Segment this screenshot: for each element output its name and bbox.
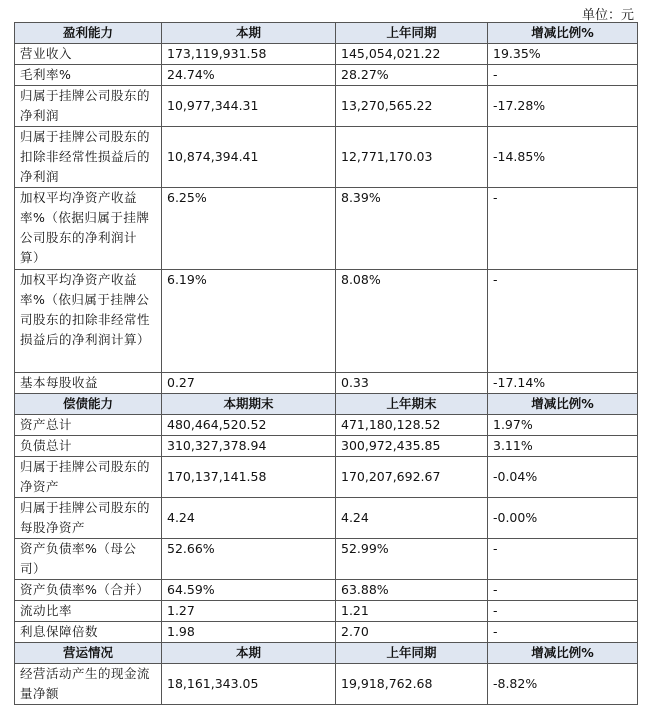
row-label: 加权平均净资产收益率%（依归属于挂牌公司股东的扣除非经常性损益后的净利润计算） xyxy=(15,270,162,373)
current-value: 18,161,343.05 xyxy=(162,664,336,705)
table-row xyxy=(15,436,638,457)
current-value: 1.98 xyxy=(162,622,336,643)
row-label: 资产负债率%（母公司） xyxy=(15,539,162,580)
prior-value: 28.27% xyxy=(336,65,488,86)
header-cell: 本期 xyxy=(162,643,336,664)
current-value: 52.66% xyxy=(162,539,336,580)
current-value: 173,119,931.58 xyxy=(162,44,336,65)
current-value: 1.27 xyxy=(162,601,336,622)
table-row xyxy=(15,415,638,436)
change-value: -0.04% xyxy=(488,457,638,498)
table-row xyxy=(15,498,638,539)
current-value: 64.59% xyxy=(162,580,336,601)
prior-value: 2.70 xyxy=(336,622,488,643)
prior-value: 471,180,128.52 xyxy=(336,415,488,436)
table-row xyxy=(15,622,638,643)
prior-value: 52.99% xyxy=(336,539,488,580)
row-label: 流动比率 xyxy=(15,601,162,622)
row-label: 营业收入 xyxy=(15,44,162,65)
row-label: 资产负债率%（合并） xyxy=(15,580,162,601)
current-value: 24.74% xyxy=(162,65,336,86)
header-cell: 上年同期 xyxy=(336,23,488,44)
header-cell: 增减比例% xyxy=(488,23,638,44)
change-value: - xyxy=(488,270,638,373)
table-row xyxy=(15,188,638,270)
operations-header-row xyxy=(15,643,638,664)
table-row xyxy=(15,664,638,705)
row-label: 基本每股收益 xyxy=(15,373,162,394)
financial-indicators-table xyxy=(14,22,638,705)
prior-value: 13,270,565.22 xyxy=(336,86,488,127)
prior-value: 19,918,762.68 xyxy=(336,664,488,705)
prior-value: 12,771,170.03 xyxy=(336,127,488,188)
header-cell: 本期 xyxy=(162,23,336,44)
table-row xyxy=(15,539,638,580)
change-value: -17.28% xyxy=(488,86,638,127)
solvency-header-row xyxy=(15,394,638,415)
table-row xyxy=(15,127,638,188)
change-value: 19.35% xyxy=(488,44,638,65)
header-cell: 增减比例% xyxy=(488,643,638,664)
table-row xyxy=(15,373,638,394)
row-label: 加权平均净资产收益率%（依据归属于挂牌公司股东的净利润计算） xyxy=(15,188,162,270)
header-cell: 营运情况 xyxy=(15,643,162,664)
prior-value: 4.24 xyxy=(336,498,488,539)
change-value: 3.11% xyxy=(488,436,638,457)
table-row xyxy=(15,270,638,373)
current-value: 170,137,141.58 xyxy=(162,457,336,498)
row-label: 经营活动产生的现金流量净额 xyxy=(15,664,162,705)
row-label: 利息保障倍数 xyxy=(15,622,162,643)
change-value: -14.85% xyxy=(488,127,638,188)
change-value: -17.14% xyxy=(488,373,638,394)
row-label: 归属于挂牌公司股东的净资产 xyxy=(15,457,162,498)
prior-value: 300,972,435.85 xyxy=(336,436,488,457)
change-value: -0.00% xyxy=(488,498,638,539)
header-cell: 增减比例% xyxy=(488,394,638,415)
prior-value: 8.08% xyxy=(336,270,488,373)
table-row xyxy=(15,580,638,601)
row-label: 毛利率% xyxy=(15,65,162,86)
table-row xyxy=(15,86,638,127)
change-value: - xyxy=(488,601,638,622)
table-row xyxy=(15,457,638,498)
header-cell: 偿债能力 xyxy=(15,394,162,415)
header-cell: 本期期末 xyxy=(162,394,336,415)
current-value: 480,464,520.52 xyxy=(162,415,336,436)
current-value: 6.19% xyxy=(162,270,336,373)
change-value: - xyxy=(488,188,638,270)
table-row xyxy=(15,44,638,65)
change-value: - xyxy=(488,580,638,601)
header-cell: 盈利能力 xyxy=(15,23,162,44)
change-value: -8.82% xyxy=(488,664,638,705)
header-cell: 上年期末 xyxy=(336,394,488,415)
row-label: 资产总计 xyxy=(15,415,162,436)
change-value: 1.97% xyxy=(488,415,638,436)
prior-value: 1.21 xyxy=(336,601,488,622)
prior-value: 8.39% xyxy=(336,188,488,270)
row-label: 负债总计 xyxy=(15,436,162,457)
table-row xyxy=(15,65,638,86)
current-value: 6.25% xyxy=(162,188,336,270)
current-value: 310,327,378.94 xyxy=(162,436,336,457)
prior-value: 0.33 xyxy=(336,373,488,394)
table-row xyxy=(15,601,638,622)
change-value: - xyxy=(488,539,638,580)
change-value: - xyxy=(488,65,638,86)
row-label: 归属于挂牌公司股东的每股净资产 xyxy=(15,498,162,539)
unit-label: 单位：元 xyxy=(581,8,634,23)
header-cell: 上年同期 xyxy=(336,643,488,664)
prior-value: 170,207,692.67 xyxy=(336,457,488,498)
current-value: 10,874,394.41 xyxy=(162,127,336,188)
prior-value: 145,054,021.22 xyxy=(336,44,488,65)
row-label: 归属于挂牌公司股东的净利润 xyxy=(15,86,162,127)
current-value: 4.24 xyxy=(162,498,336,539)
row-label: 归属于挂牌公司股东的扣除非经常性损益后的净利润 xyxy=(15,127,162,188)
profitability-header-row xyxy=(15,23,638,44)
current-value: 10,977,344.31 xyxy=(162,86,336,127)
prior-value: 63.88% xyxy=(336,580,488,601)
change-value: - xyxy=(488,622,638,643)
current-value: 0.27 xyxy=(162,373,336,394)
